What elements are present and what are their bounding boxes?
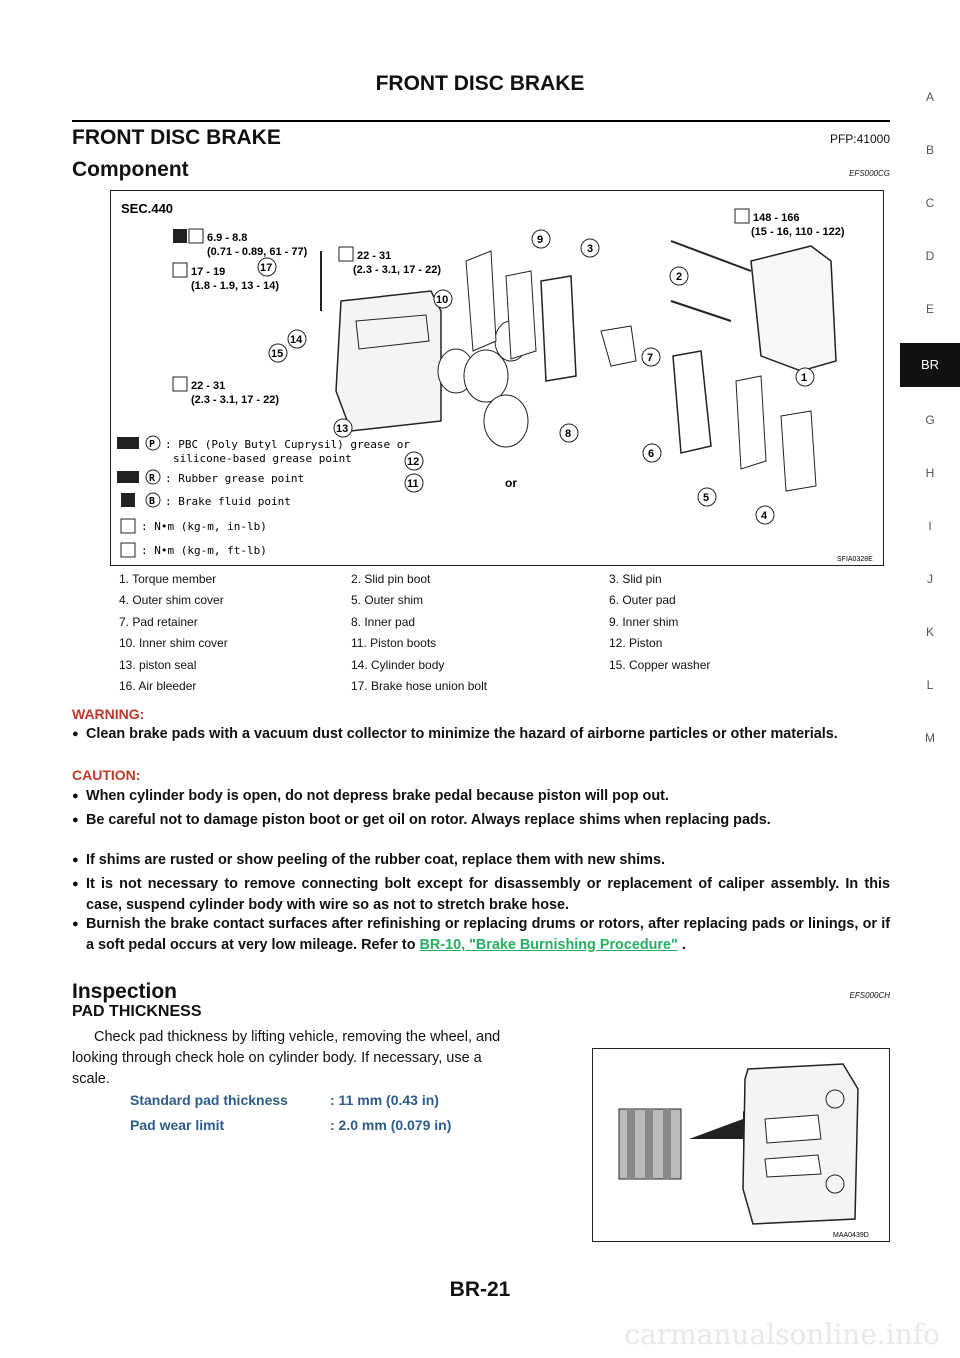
tab-d[interactable]: D: [925, 249, 935, 263]
piston-shape: [464, 350, 508, 402]
or-label: or: [505, 476, 517, 490]
torque-in-icon: [189, 229, 203, 243]
tab-e[interactable]: E: [925, 302, 934, 316]
legend-rubber: : Rubber grease point: [165, 472, 305, 485]
inspection-paragraph: Check pad thickness by lifting vehicle, removing the wheel, and looking through check hole on cylinder body. If necessary, use a scale.: [72, 1029, 501, 1087]
grease-symbol: [117, 471, 139, 483]
pfp-code: PFP:41000: [829, 132, 890, 146]
tab-br[interactable]: BR: [900, 343, 960, 387]
tab-k[interactable]: K: [925, 625, 934, 639]
torque-in-icon: [121, 519, 135, 533]
torque-17-sub: (1.8 - 1.9, 13 - 14): [191, 280, 280, 292]
grease-symbol: [117, 437, 139, 449]
check-hole: [765, 1115, 821, 1143]
tab-h[interactable]: H: [925, 466, 935, 480]
parts-list: [119, 568, 869, 697]
watermark: carmanualsonline.info: [624, 1318, 940, 1351]
svg-text:3: 3: [587, 243, 594, 255]
tab-l[interactable]: L: [926, 678, 934, 692]
outer-shim-shape: [736, 376, 766, 469]
svg-text:13: 13: [336, 423, 349, 435]
figure-code: SFIA0328E: [837, 556, 873, 563]
inspection-heading: Inspection: [72, 980, 178, 1003]
tab-g[interactable]: G: [925, 413, 935, 427]
component-code: EFS000CG: [849, 169, 890, 178]
inspection-code: EFS000CH: [849, 991, 890, 1000]
svg-text:12: 12: [407, 456, 420, 468]
table-row: 1. Torque member 2. Slid pin boot 3. Slid pin: [119, 571, 662, 586]
warning-label: WARNING:: [72, 706, 145, 722]
torque-ft-icon: [339, 247, 353, 261]
torque-22a: 22 - 31: [357, 250, 392, 262]
torque-ft-icon: [173, 263, 187, 277]
pad-retainer-shape: [601, 326, 636, 366]
page-number: BR-21: [449, 1278, 511, 1301]
inner-shim-shape: [506, 271, 536, 359]
cylinder-body-shape: [336, 291, 441, 431]
torque-148-sub: (15 - 16, 110 - 122): [751, 226, 845, 238]
caution-label: CAUTION:: [72, 767, 141, 783]
pad-thickness-heading: PAD THICKNESS: [72, 1003, 202, 1020]
exploded-view-figure: [110, 190, 884, 566]
table-row: 10. Inner shim cover 11. Piston boots 12. Piston: [119, 636, 663, 651]
header-rule: [72, 120, 890, 122]
legend-in-lb: : N•m (kg-m, in-lb): [141, 520, 267, 533]
svg-text:4: 4: [761, 510, 768, 522]
outer-pad-shape: [673, 351, 711, 453]
torque-22b: 22 - 31: [191, 380, 226, 392]
torque-ft-icon: [173, 377, 187, 391]
torque-ft-icon: [735, 209, 749, 223]
callout-16: [173, 229, 187, 243]
caution-item: ● Burnish the brake contact surfaces after refinishing or replacing drums or rotors, after replacing pads or linings, or if a soft pedal occurs at very low mileage. Refer to BR-10, "Brake Burnishing Procedure" .: [86, 914, 890, 956]
torque-member-shape: [751, 246, 836, 371]
page-header-title: FRONT DISC BRAKE: [375, 72, 585, 95]
torque-148: 148 - 166: [753, 212, 800, 224]
svg-text:6: 6: [648, 448, 655, 460]
svg-text:B: B: [149, 496, 156, 507]
svg-text:14: 14: [290, 334, 303, 346]
burnishing-link[interactable]: BR-10, "Brake Burnishing Procedure": [419, 937, 678, 953]
inner-pad-shape: [541, 276, 576, 381]
outer-shim-cover-shape: [781, 411, 816, 491]
tab-m[interactable]: M: [925, 731, 935, 745]
torque-17: 17 - 19: [191, 266, 226, 278]
tab-a[interactable]: A: [925, 90, 934, 104]
section-title: FRONT DISC BRAKE: [72, 126, 281, 149]
fluid-symbol: [121, 493, 135, 507]
inner-shim-cover-shape: [466, 251, 496, 351]
slid-pin: [671, 301, 731, 321]
table-row: 7. Pad retainer 8. Inner pad 9. Inner shim: [119, 614, 679, 629]
caution-item: ● When cylinder body is open, do not depress brake pedal because piston will pop out.: [86, 786, 890, 807]
svg-text:5: 5: [703, 492, 710, 504]
caution-item: ● Be careful not to damage piston boot or get oil on rotor. Always replace shims when replacing pads.: [86, 810, 890, 831]
torque-ft-icon: [121, 543, 135, 557]
figure-code: MAA0439D: [833, 1232, 869, 1239]
spec-label-wear: Pad wear limit: [130, 1117, 225, 1133]
tab-j[interactable]: J: [927, 572, 933, 586]
caution-item: ● It is not necessary to remove connecting bolt except for disassembly or replacement of caliper assembly. In this case, suspend cylinder body with wire so as not to stretch brake hose.: [86, 874, 890, 916]
table-row: 16. Air bleeder 17. Brake hose union bolt: [119, 679, 488, 694]
table-row: 13. piston seal 14. Cylinder body 15. Copper washer: [119, 657, 711, 672]
legend-ft-lb: : N•m (kg-m, ft-lb): [141, 544, 267, 557]
spec-value-standard: : 11 mm (0.43 in): [330, 1092, 439, 1108]
table-row: 4. Outer shim cover 5. Outer shim 6. Outer pad: [119, 593, 676, 608]
tab-c[interactable]: C: [925, 196, 935, 210]
component-heading: Component: [72, 158, 189, 181]
svg-text:1: 1: [801, 372, 808, 384]
svg-text:10: 10: [436, 294, 449, 306]
exploded-view-drawing: [111, 191, 883, 565]
spec-value-wear: : 2.0 mm (0.079 in): [330, 1117, 452, 1133]
svg-text:9: 9: [537, 234, 544, 246]
svg-text:R: R: [149, 473, 156, 484]
slid-pin: [671, 241, 751, 271]
piston-shape: [484, 395, 528, 447]
sec-label: SEC.440: [121, 201, 174, 216]
tab-i[interactable]: I: [928, 519, 932, 533]
svg-text:7: 7: [647, 352, 654, 364]
caution-item: ● If shims are rusted or show peeling of the rubber coat, replace them with new shims.: [86, 850, 890, 871]
legend-pbc-cont: silicone-based grease point: [173, 452, 352, 465]
svg-text:P: P: [149, 439, 156, 450]
torque-16-sub: (0.71 - 0.89, 61 - 77): [207, 246, 308, 258]
tab-b[interactable]: B: [925, 143, 934, 157]
svg-text:17: 17: [260, 262, 273, 274]
pad-check-drawing: [593, 1049, 889, 1241]
torque-22b-sub: (2.3 - 3.1, 17 - 22): [191, 394, 280, 406]
legend-pbc: : PBC (Poly Butyl Cuprysil) grease or: [165, 438, 411, 451]
svg-text:2: 2: [676, 271, 683, 283]
svg-text:8: 8: [565, 428, 572, 440]
caliper-shape: [743, 1064, 858, 1224]
torque-22a-sub: (2.3 - 3.1, 17 - 22): [353, 264, 442, 276]
pad-check-figure: [592, 1048, 890, 1242]
warning-item: ● Clean brake pads with a vacuum dust collector to minimize the hazard of airborne particles or other materials.: [86, 724, 890, 745]
legend-fluid: : Brake fluid point: [165, 495, 291, 508]
svg-text:15: 15: [271, 348, 284, 360]
torque-16: 6.9 - 8.8: [207, 232, 248, 244]
svg-text:11: 11: [407, 478, 419, 490]
spec-label-standard: Standard pad thickness: [130, 1092, 288, 1108]
